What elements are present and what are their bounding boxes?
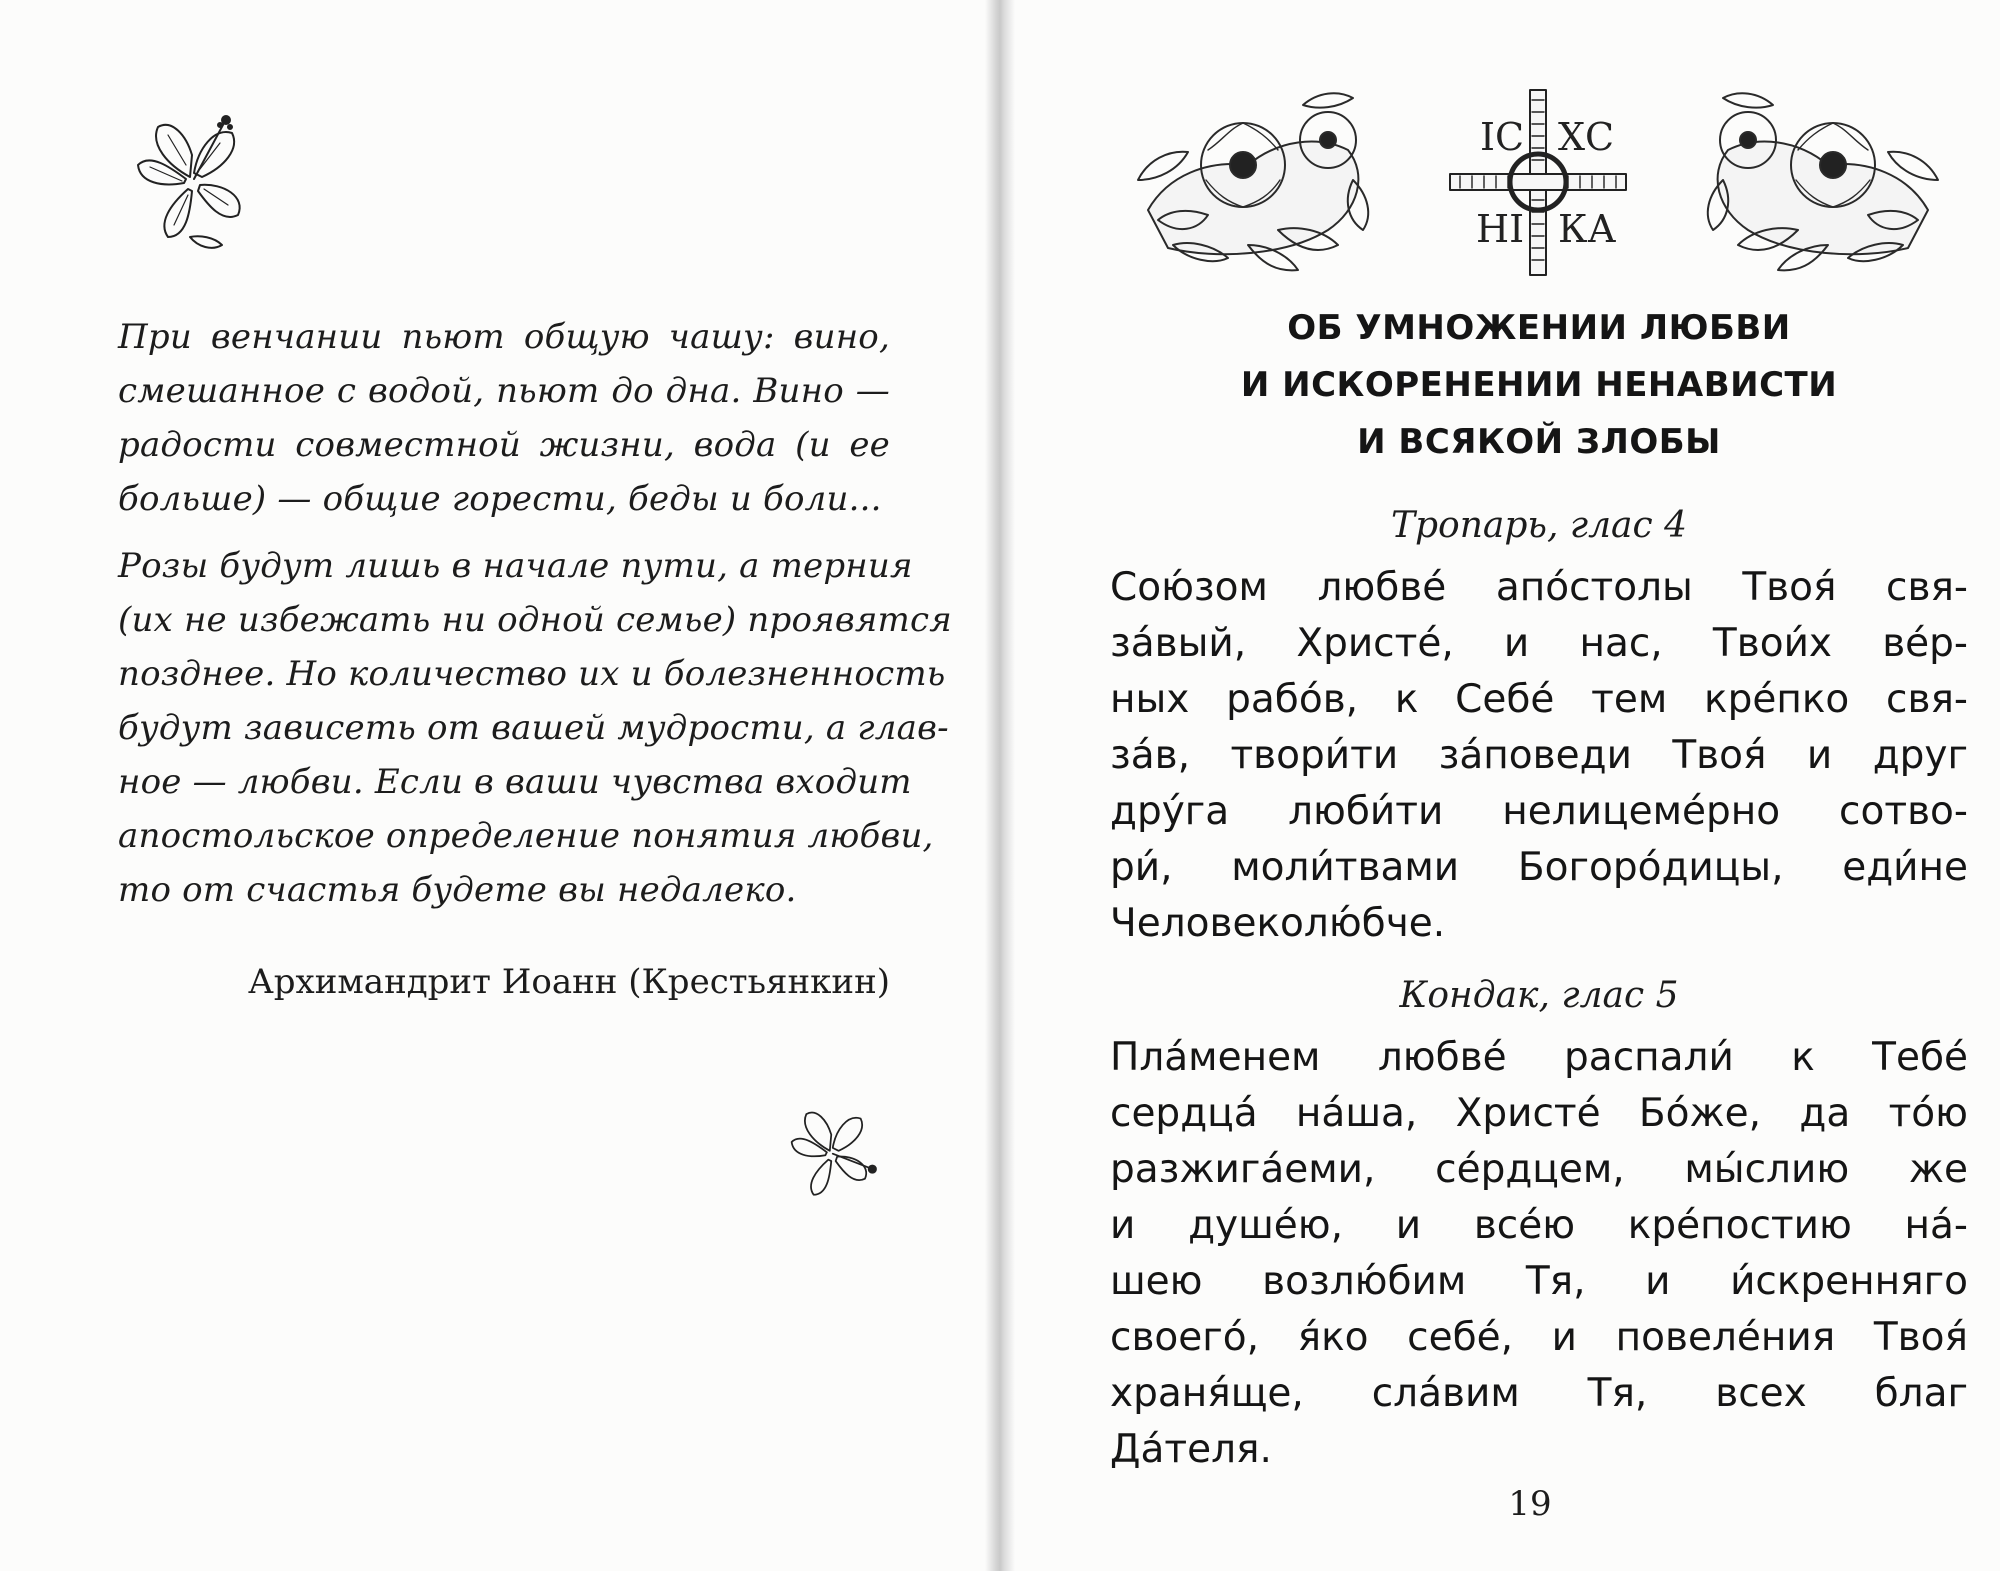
text-line: то от счастья будете вы недалеко. bbox=[118, 870, 797, 910]
text-line: ри́, моли́твами Богоро́дицы, еди́не bbox=[1110, 845, 1968, 890]
text-line: Розы будут лишь в начале пути, а терния bbox=[118, 546, 913, 586]
kontakion-text bbox=[1110, 1030, 1968, 1478]
text-line: разжига́еми, се́рдцем, мы́слию же bbox=[1110, 1147, 1968, 1192]
quote-author: Архимандрит Иоанн (Крестьянкин) bbox=[248, 962, 890, 1002]
heading-line: И ИСКОРЕНЕНИИ НЕНАВИСТИ bbox=[1240, 365, 1838, 405]
page-number: 19 bbox=[1508, 1484, 1552, 1524]
text-line: апостольское определение понятия любви, bbox=[118, 816, 934, 856]
text-line: (их не избежать ни одной семье) проявятся bbox=[118, 600, 952, 640]
text-line: Сою́зом любве́ апо́столы Твоя́ свя- bbox=[1110, 565, 1968, 610]
right-floral-cluster-icon bbox=[1708, 93, 1938, 270]
kontakion-title: Кондак, глас 5 bbox=[1399, 975, 1679, 1016]
text-line: больше) — общие горести, беды и боли... bbox=[118, 479, 882, 519]
text-line: будут зависеть от вашей мудрости, а глав- bbox=[118, 708, 949, 748]
troparion-text bbox=[1110, 560, 1968, 952]
text-line: Пла́менем любве́ распали́ к Тебе́ bbox=[1110, 1035, 1968, 1080]
text-line: ное — любви. Если в ваши чувства входит bbox=[118, 762, 912, 802]
cross-letters-bottom-left: НІ bbox=[1476, 207, 1525, 251]
hibiscus-flower-icon bbox=[782, 1098, 882, 1208]
text-line: за́вый, Христе́, и нас, Твои́х ве́р- bbox=[1110, 621, 1968, 666]
text-line: шею возлю́бим Тя, и и́скренняго bbox=[1110, 1259, 1968, 1304]
heading-line: ОБ УМНОЖЕНИИ ЛЮБВИ bbox=[1287, 308, 1791, 348]
text-line: ных рабо́в, к Себе́ тем кре́пко свя- bbox=[1110, 677, 1968, 722]
heading-line: И ВСЯКОЙ ЗЛОБЫ bbox=[1357, 422, 1721, 462]
paragraph-break bbox=[118, 526, 890, 539]
floral-cross-ornament bbox=[1128, 80, 1950, 285]
text-line: смешанное с водой, пьют до дна. Вино — bbox=[118, 371, 890, 411]
text-line: позднее. Но количество их и болезненность bbox=[118, 654, 946, 694]
prayer-heading bbox=[1128, 300, 1950, 471]
cross-letters-top-right: ХС bbox=[1558, 115, 1615, 159]
hibiscus-flower-icon bbox=[128, 105, 258, 255]
book-gutter bbox=[985, 0, 1015, 1571]
left-floral-cluster-icon bbox=[1138, 93, 1368, 270]
troparion-title: Тропарь, глас 4 bbox=[1391, 505, 1687, 546]
text-line: сердца́ на́ша, Христе́ Бо́же, да то́ю bbox=[1110, 1091, 1968, 1136]
text-line: дру́га люби́ти нелицеме́рно сотво- bbox=[1110, 789, 1968, 834]
text-line: Да́теля. bbox=[1110, 1427, 1272, 1472]
text-line: радости совместной жизни, вода (и ее bbox=[118, 425, 890, 465]
orthodox-cross-icon bbox=[1450, 90, 1626, 275]
text-line: храня́ще, сла́вим Тя, всех благ bbox=[1110, 1371, 1968, 1416]
text-line: за́в, твори́ти за́поведи Твоя́ и друг bbox=[1110, 733, 1968, 778]
left-page-text bbox=[118, 310, 952, 917]
text-line: При венчании пьют общую чашу: вино, bbox=[118, 317, 890, 357]
cross-letters-bottom-right: КА bbox=[1558, 207, 1617, 251]
cross-letters-top-left: ІС bbox=[1480, 115, 1525, 159]
text-line: и душе́ю, и все́ю кре́постию на́- bbox=[1110, 1203, 1968, 1248]
text-line: Человеколю́бче. bbox=[1110, 901, 1446, 946]
text-line: своего́, я́ко себе́, и повеле́ния Твоя́ bbox=[1110, 1315, 1968, 1360]
